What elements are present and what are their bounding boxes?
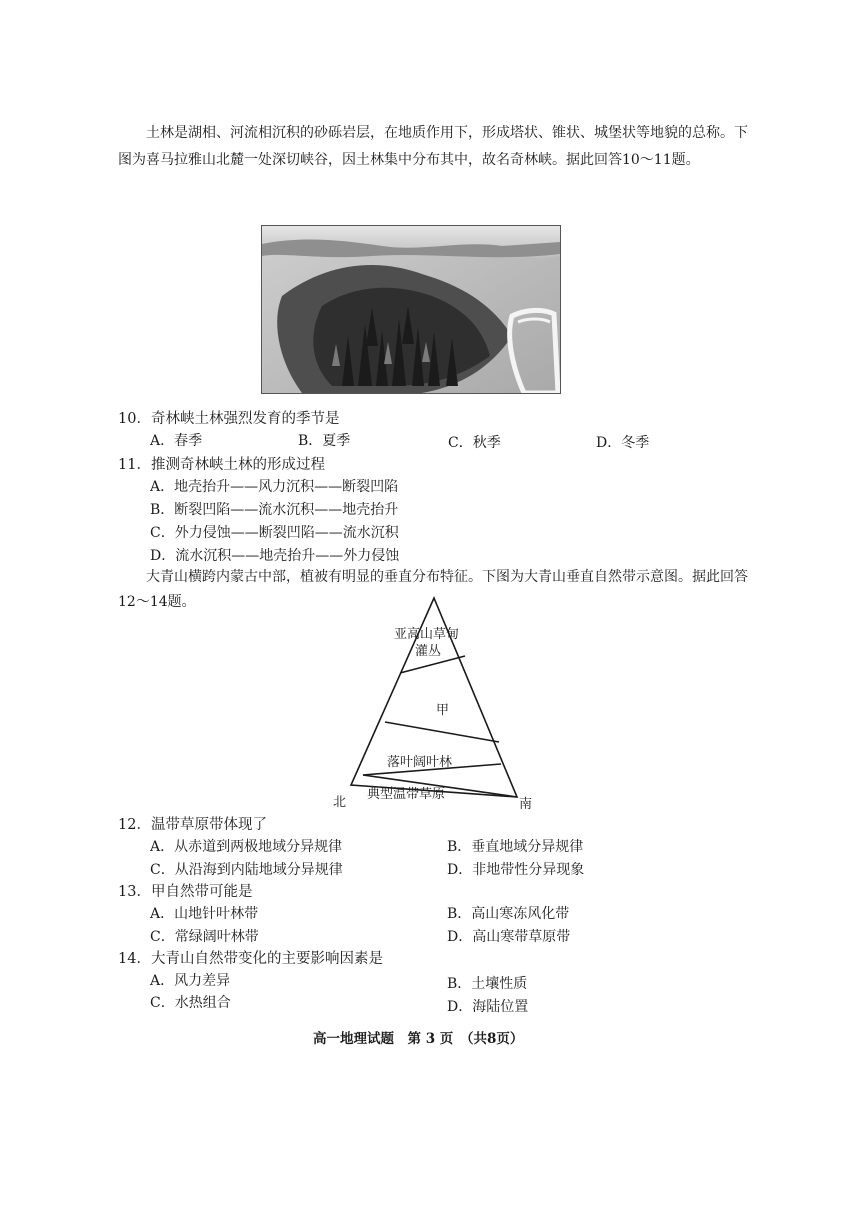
page-footer: 高一地理试题 第 3 页 （共8页） [313, 1031, 524, 1047]
question-10-stem: 10．奇林峡土林强烈发育的季节是 [118, 411, 340, 427]
question-12-option-b[interactable]: B．垂直地域分异规律 [447, 839, 584, 855]
label-subalpine-meadow: 亚高山草甸 [394, 627, 460, 642]
zone-line-jia [385, 722, 499, 742]
question-14-option-b[interactable]: B．土壤性质 [447, 976, 528, 992]
question-13-option-b[interactable]: B．高山寒冻风化带 [447, 906, 570, 922]
label-north: 北 [333, 795, 347, 810]
label-south: 南 [519, 797, 533, 812]
label-jia: 甲 [436, 703, 450, 718]
question-12-stem: 12．温带草原带体现了 [118, 817, 267, 833]
question-12-option-d[interactable]: D．非地带性分异现象 [447, 862, 585, 878]
question-13-option-d[interactable]: D．高山寒带草原带 [447, 929, 571, 945]
question-10-option-a[interactable]: A．春季 [150, 433, 203, 449]
question-14-option-d[interactable]: D．海陆位置 [447, 999, 529, 1015]
label-shrub: 灌丛 [415, 644, 442, 659]
label-deciduous-forest: 落叶阔叶林 [387, 755, 453, 770]
question-13-option-c[interactable]: C．常绿阔叶林带 [150, 929, 259, 945]
question-10-option-c[interactable]: C．秋季 [448, 435, 501, 451]
vertical-zone-diagram [325, 592, 550, 814]
question-13-stem: 13．甲自然带可能是 [118, 884, 253, 900]
question-11-option-c[interactable]: C．外力侵蚀——断裂凹陷——流水沉积 [150, 525, 399, 541]
question-14-stem: 14．大青山自然带变化的主要影响因素是 [118, 951, 383, 967]
question-11-option-b[interactable]: B．断裂凹陷——流水沉积——地壳抬升 [150, 502, 399, 518]
question-12-option-a[interactable]: A．从赤道到两极地域分异规律 [150, 839, 343, 855]
intro-paragraph-1: 土林是湖相、河流相沉积的砂砾岩层，在地质作用下，形成塔状、锥状、城堡状等地貌的总称。下图为喜马拉雅山北麓一处深切峡谷，因土林集中分布其中，故名奇林峡。据此回答10～11题。 [118, 125, 748, 168]
question-12-option-c[interactable]: C．从沿海到内陆地域分异规律 [150, 862, 343, 878]
question-11-option-a[interactable]: A．地壳抬升——风力沉积——断裂凹陷 [150, 479, 399, 495]
question-13-option-a[interactable]: A．山地针叶林带 [150, 906, 259, 922]
label-typical-steppe: 典型温带草原 [367, 787, 446, 802]
question-11-stem: 11．推测奇林峡土林的形成过程 [118, 457, 325, 473]
question-10-option-b[interactable]: B．夏季 [298, 433, 351, 449]
question-14-option-c[interactable]: C．水热组合 [150, 995, 231, 1011]
question-14-option-a[interactable]: A．风力差异 [150, 973, 231, 989]
question-11-option-d[interactable]: D．流水沉积——地壳抬升——外力侵蚀 [150, 548, 400, 564]
intro-paragraph-2: 大青山横跨内蒙古中部，植被有明显的垂直分布特征。下图为大青山垂直自然带示意图。据此回答12～14题。 [118, 569, 748, 610]
question-10-option-d[interactable]: D．冬季 [596, 435, 650, 451]
canyon-photo [261, 225, 561, 394]
